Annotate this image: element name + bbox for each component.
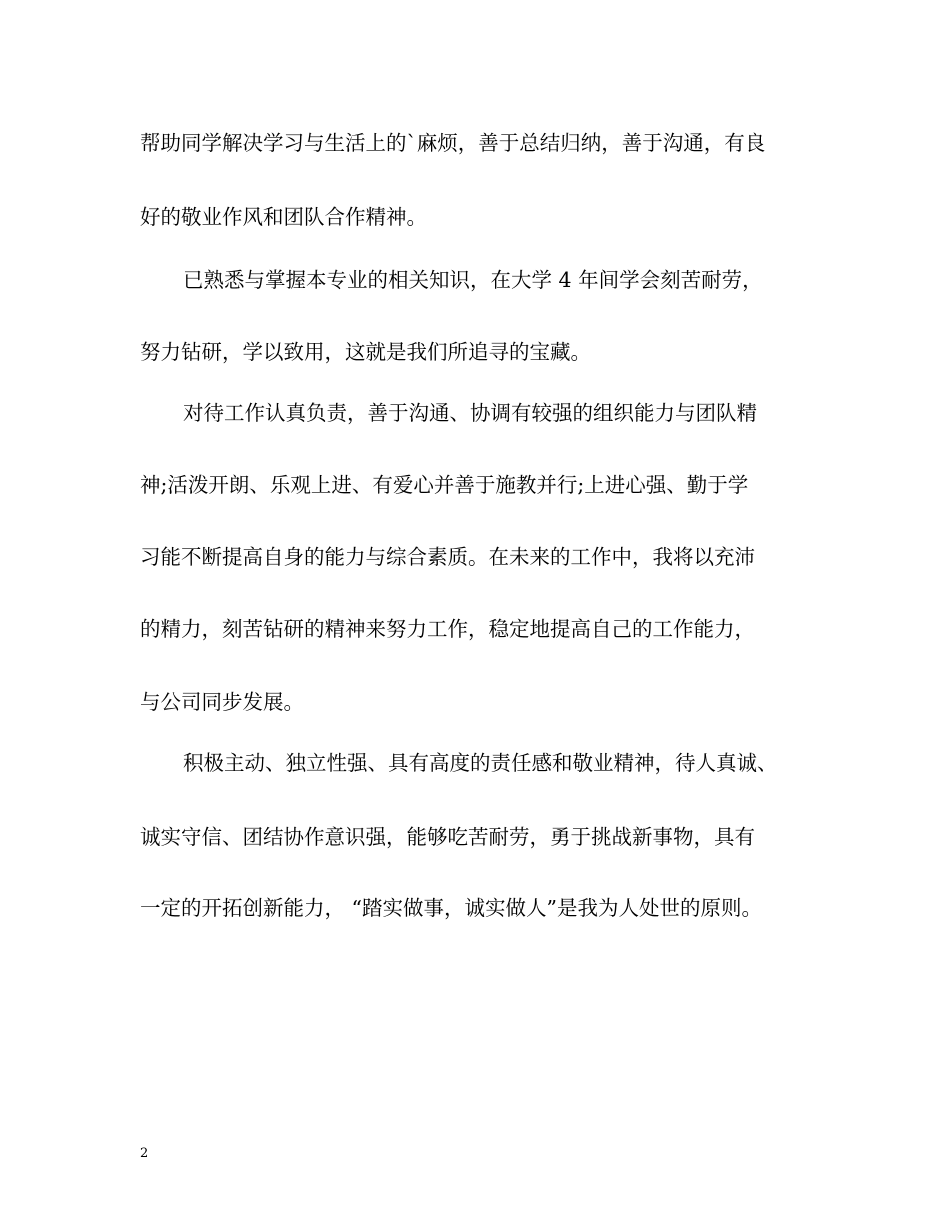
text-line: 好的敬业作风和团队合作精神。 (140, 205, 427, 229)
text-line: 一定的开拓创新能力， “踏实做事，诚实做人”是我为人处世的原则。 (140, 896, 762, 920)
text-line: 努力钻研，学以致用，这就是我们所追寻的宝藏。 (140, 340, 591, 364)
paragraph-start-line: 对待工作认真负责，善于沟通、协调有较强的组织能力与团队精 (183, 401, 757, 425)
text-line: 神;活泼开朗、乐观上进、有爱心并善于施教并行;上进心强、勤于学 (140, 473, 749, 497)
text-line: 与公司同步发展。 (140, 690, 304, 714)
text-line: 习能不断提高自身的能力与综合素质。在未来的工作中，我将以充沛 (140, 545, 755, 569)
paragraph-start-line: 已熟悉与掌握本专业的相关知识，在大学 4 年间学会刻苦耐劳， (183, 268, 763, 292)
text-line: 帮助同学解决学习与生活上的`麻烦，善于总结归纳，善于沟通，有良 (140, 131, 766, 155)
page-number: 2 (140, 1146, 149, 1161)
text-line: 诚实守信、团结协作意识强，能够吃苦耐劳，勇于挑战新事物，具有 (140, 825, 755, 849)
paragraph-start-line: 积极主动、独立性强、具有高度的责任感和敬业精神，待人真诚、 (183, 751, 778, 775)
text-line: 的精力，刻苦钻研的精神来努力工作，稳定地提高自己的工作能力， (140, 617, 755, 641)
